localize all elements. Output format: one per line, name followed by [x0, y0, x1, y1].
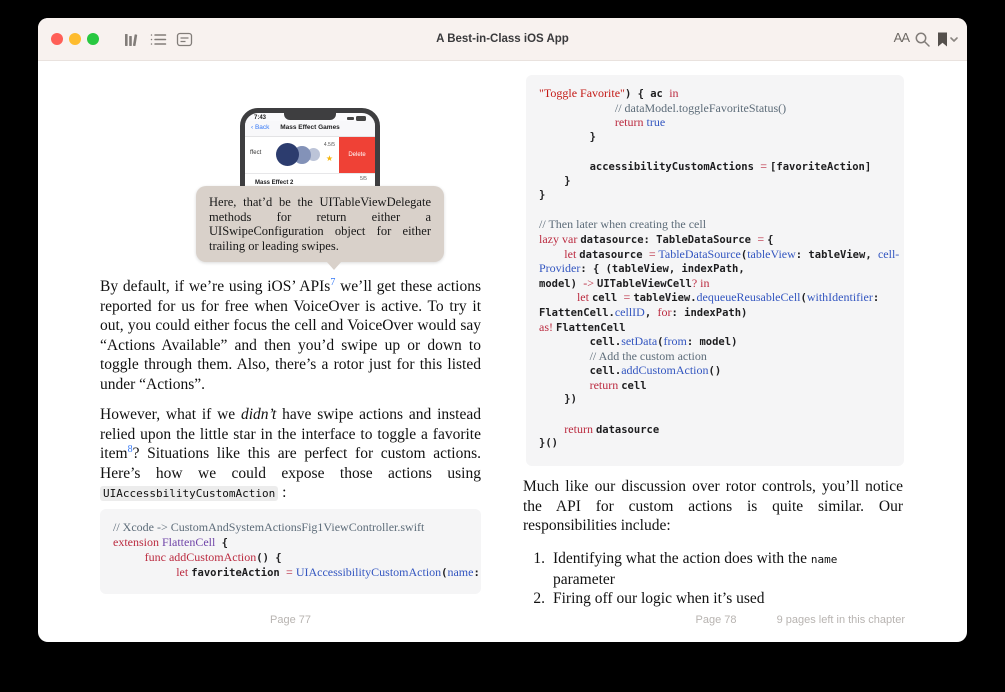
search-icon[interactable]	[914, 31, 931, 48]
phone-status-icons	[347, 116, 366, 121]
avatar-circle-large	[276, 143, 299, 166]
code-block-left: // Xcode -> CustomAndSystemActionsFig1ViewController.swift extension FlattenCell { func addCustomAction() { let favoriteAction = UIAccessibilityCustomAction(name:	[100, 509, 481, 594]
page-number-left: Page 77	[270, 614, 311, 626]
paragraph-3: Much like our discussion over rotor controls, you’ll notice the API for custom actions is quite similar. Our responsibilities include:	[523, 478, 903, 535]
list-number: 2.	[533, 590, 545, 608]
list-item	[523, 589, 903, 609]
code-block-right: "Toggle Favorite") { ac in // dataModel.toggleFavoriteStatus() return true } accessibilityCustomActions = [favoriteAction] } } // Then later when creating the cell lazy var datasource: TableDataSource = { let datasource = TableDataSource(tableView: tableView, cell- Provider: { (tableView, indexPath, model) -> UITableViewCell? in let cell = tableView.dequeueReusableCell(withIdentifier: FlattenCell.cellID, for: indexPath) as! FlattenCell cell.setData(from: model) // Add the custom action cell.addCustomAction() return cell }) return datasource }()	[526, 75, 904, 466]
book-title: A Best-in-Class iOS App	[436, 33, 569, 45]
paragraph-1: By default, if we’re using iOS’ APIs$^7$ we’ll get these actions reported for us for free when VoiceOver is active. To try it out, you could either focus the cell and VoiceOver would say “Actions Available” and then you’d swipe up or down to toggle through them. Also, there’s a rotor just for this listed under “Actions”.	[100, 276, 481, 393]
phone-time: 7:43	[254, 115, 267, 121]
phone-nav-title: Mass Effect Games	[280, 124, 340, 131]
footnote-popover: Here, that’d be the UITableViewDelegate methods for return either a UISwipeConfiguration object for either trailing or leading swipes.	[196, 186, 444, 262]
titlebar	[38, 18, 967, 61]
list-item-text: Firing off our logic when it’s used	[553, 590, 765, 608]
phone-nav-bar	[245, 121, 375, 137]
phone-swiped-cell	[245, 137, 375, 174]
responsibilities-list	[523, 549, 903, 609]
paragraph-2: However, what if we didn’t have swipe actions and instead relied upon the little star in the interface to toggle a favorite item$^8$? Situations like this are perfect for custom actions. Here’s how we could expose those actions using UIAccessbilityCustomAction :	[100, 406, 482, 502]
pages-left-indicator: 9 pages left in this chapter	[776, 614, 905, 626]
phone-cell-text: ffect	[250, 150, 262, 156]
books-app-window	[38, 18, 967, 642]
phone-delete-button: Delete	[339, 137, 375, 173]
star-filled-icon: ★	[325, 154, 334, 163]
list-item	[523, 549, 903, 589]
phone-back-button: ‹ Back	[251, 124, 270, 131]
phone-cell-2-title: Mass Effect 2	[255, 180, 294, 186]
bookmark-icon[interactable]	[935, 31, 959, 48]
list-item-text: Identifying what the action does with the name parameter	[553, 550, 838, 588]
list-number: 1.	[533, 550, 545, 567]
page-number-right: Page 78	[695, 614, 737, 626]
phone-cell-2-rating: 5/5	[360, 176, 367, 200]
phone-notch	[284, 113, 336, 120]
phone-rating: 4.5/5 ★	[323, 142, 335, 163]
text-size-button[interactable]: AA	[893, 30, 909, 45]
